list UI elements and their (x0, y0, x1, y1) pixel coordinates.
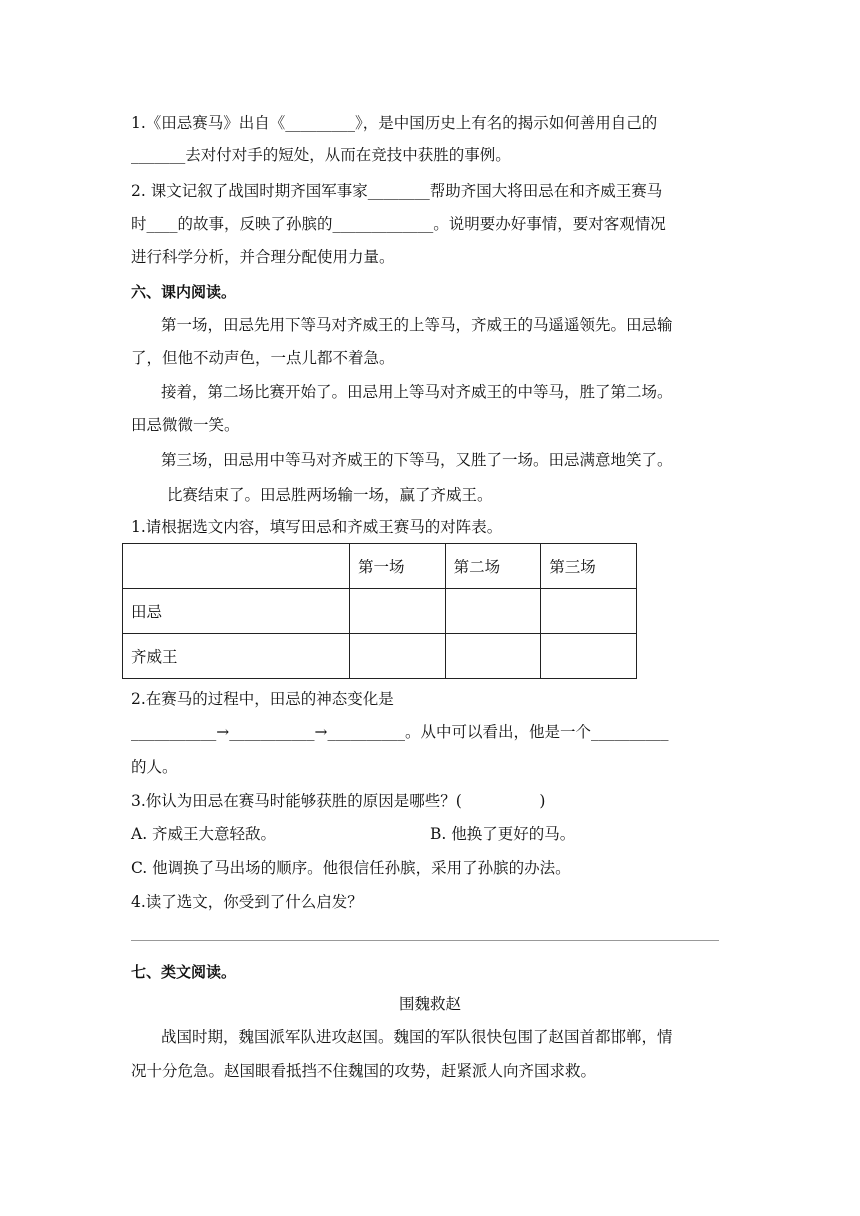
table-answer-cell[interactable] (349, 589, 445, 634)
table-header-cell: 第二场 (445, 544, 541, 589)
passage-paragraph-4: 比赛结束了。田忌胜两场输一场，赢了齐威王。 (167, 486, 493, 504)
option-b: B. 他换了更好的马。 (430, 825, 576, 843)
table-answer-cell[interactable] (445, 634, 541, 679)
table-row-label: 齐威王 (123, 634, 350, 679)
table-header-cell: 第三场 (541, 544, 637, 589)
question-2-line-3: 进行科学分析，并合理分配使用力量。 (131, 248, 395, 266)
reading-question-2: 2.在赛马的过程中，田忌的神态变化是 (131, 690, 394, 708)
reading-question-1: 1.请根据选文内容，填写田忌和齐威王赛马的对阵表。 (131, 518, 503, 536)
passage-paragraph-1-line-1: 第一场，田忌先用下等马对齐威王的上等马，齐威王的马遥遥领先。田忌输 (161, 316, 673, 334)
table-header-cell (123, 544, 350, 589)
match-table (122, 543, 637, 679)
passage-paragraph-1-line-2: 了，但他不动声色，一点儿都不着急。 (131, 349, 395, 367)
essay-paragraph-line-1: 战国时期，魏国派军队进攻赵国。魏国的军队很快包围了赵国首都邯郸，情 (161, 1028, 673, 1046)
table-row (123, 589, 637, 634)
table-row (123, 634, 637, 679)
question-2-line-1: 2. 课文记叙了战国时期齐国军事家________帮助齐国大将田忌在和齐威王赛马 (131, 182, 663, 200)
section-7-heading: 七、类文阅读。 (131, 963, 237, 981)
essay-title: 围魏救赵 (398, 995, 461, 1013)
table-header-row (123, 544, 637, 589)
question-1-line-1: 1.《田忌赛马》出自《_________》，是中国历史上有名的揭示如何善用自己的 (131, 114, 658, 132)
question-2-line-2: 时____的故事，反映了孙膑的_____________。说明要办好事情，要对客观情况 (131, 215, 666, 233)
table-header-cell: 第一场 (349, 544, 445, 589)
reading-question-3: 3.你认为田忌在赛马时能够获胜的原因是哪些？( ) (131, 792, 546, 810)
question-1-line-2: _______去对付对手的短处，从而在竞技中获胜的事例。 (131, 146, 511, 164)
answer-line[interactable] (131, 940, 719, 941)
table-answer-cell[interactable] (349, 634, 445, 679)
reading-question-2-blanks: ___________→___________→__________。从中可以看出，他是一个__________ (131, 723, 669, 741)
option-c: C. 他调换了马出场的顺序。他很信任孙膑，采用了孙膑的办法。 (131, 859, 571, 877)
table-answer-cell[interactable] (445, 589, 541, 634)
section-6-heading: 六、课内阅读。 (131, 283, 237, 301)
essay-paragraph-line-2: 况十分危急。赵国眼看抵挡不住魏国的攻势，赶紧派人向齐国求救。 (131, 1062, 597, 1080)
reading-question-2-end: 的人。 (131, 758, 178, 776)
passage-paragraph-3: 第三场，田忌用中等马对齐威王的下等马，又胜了一场。田忌满意地笑了。 (161, 451, 673, 469)
table-answer-cell[interactable] (541, 589, 637, 634)
passage-paragraph-2-line-2: 田忌微微一笑。 (131, 416, 240, 434)
table-row-label: 田忌 (123, 589, 350, 634)
option-a: A. 齐威王大意轻敌。 (131, 825, 277, 843)
reading-question-4: 4.读了选文，你受到了什么启发？ (131, 893, 363, 911)
passage-paragraph-2-line-1: 接着，第二场比赛开始了。田忌用上等马对齐威王的中等马，胜了第二场。 (161, 383, 673, 401)
table-answer-cell[interactable] (541, 634, 637, 679)
